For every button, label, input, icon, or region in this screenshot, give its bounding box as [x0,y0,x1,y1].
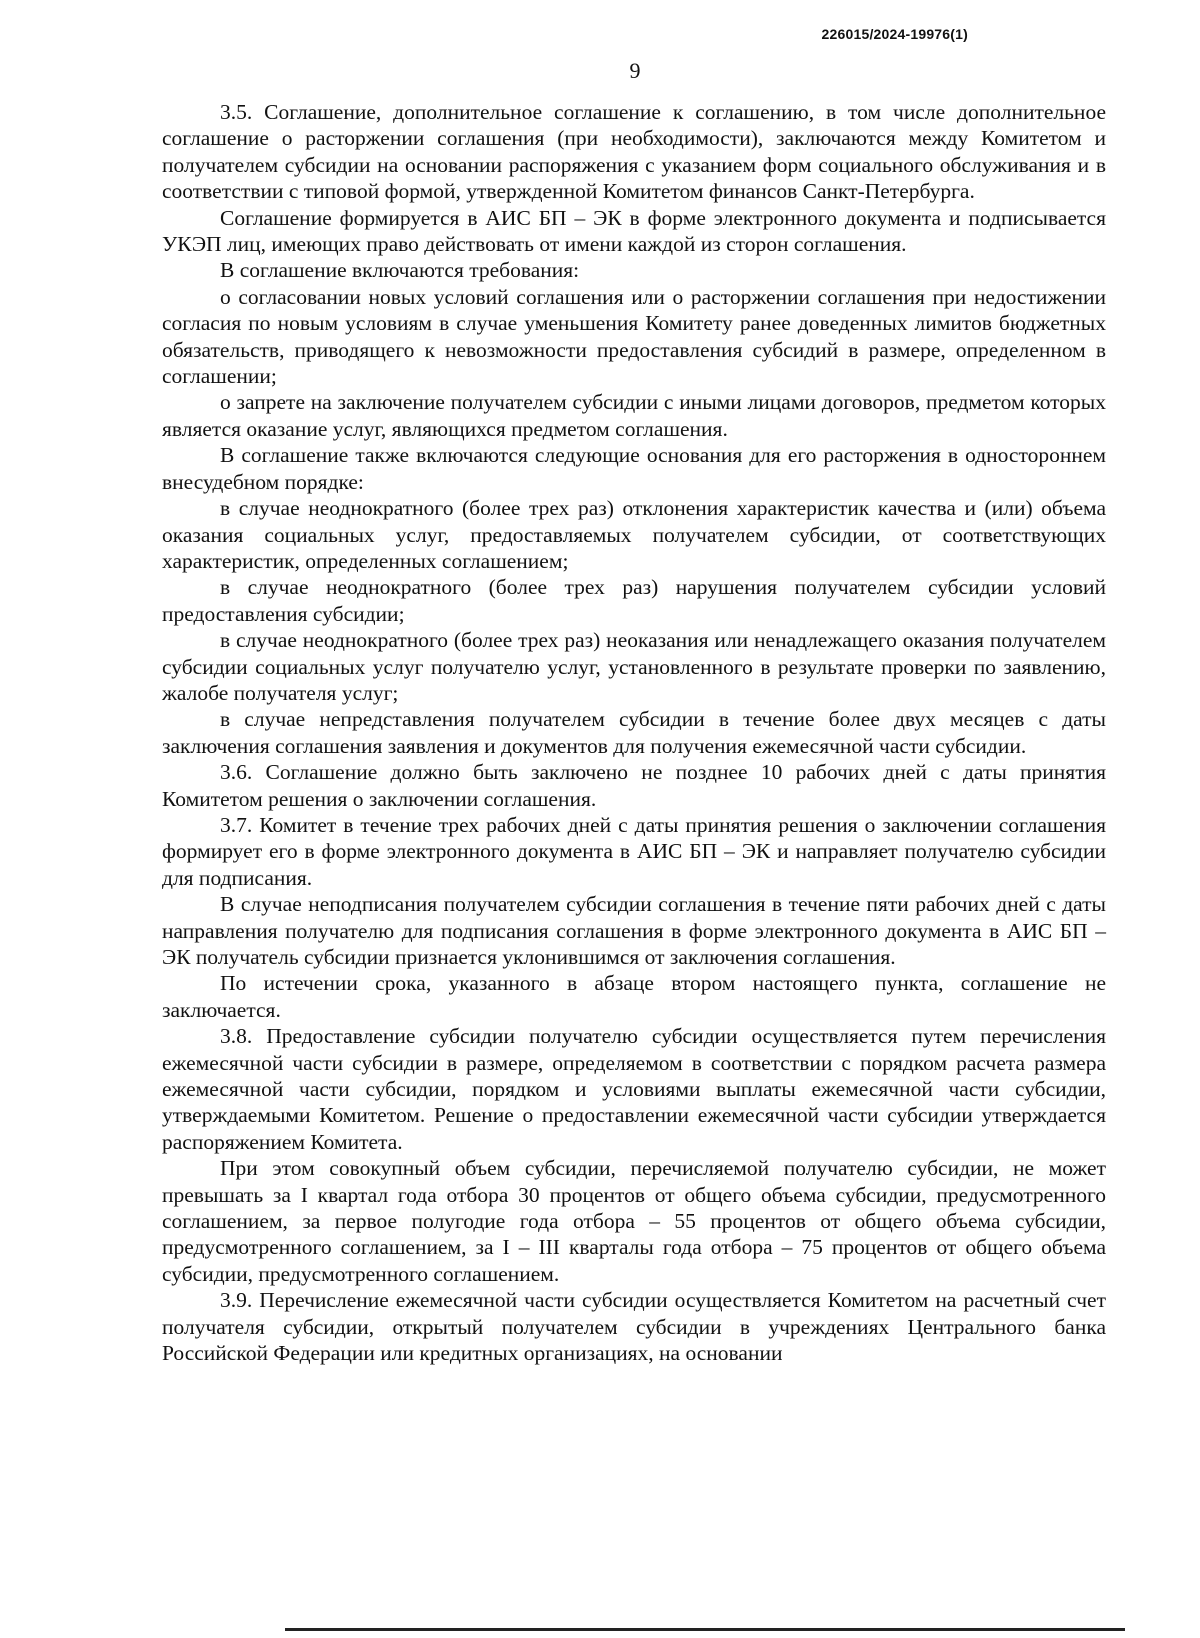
paragraph-termination-quality: в случае неоднократного (более трех раз) отклонения характеристик качества и (или) объема оказания социальных услуг, предоставляемых получателем субсидии, от соответствующих характеристик, определенных соглашением; [162,496,1106,573]
paragraph-termination-documents: в случае непредставления получателем субсидии в течение более двух месяцев с даты заключения соглашения заявления и документов для получения ежемесячной части субсидии. [162,707,1106,758]
paragraph-3-6: 3.6. Соглашение должно быть заключено не позднее 10 рабочих дней с даты принятия Комитетом решения о заключении соглашения. [162,760,1106,811]
paragraph-termination-conditions: в случае неоднократного (более трех раз) нарушения получателем субсидии условий предоставления субсидии; [162,575,1106,626]
paragraph-limits: При этом совокупный объем субсидии, перечисляемой получателю субсидии, не может превышать за I квартал года отбора 30 процентов от общего объема субсидии, предусмотренного соглашением, за первое полугодие года отбора – 55 процентов от общего объема субсидии, предусмотренного соглашением, за I – III кварталы года отбора – 75 процентов от общего объема субсидии, предусмотренного соглашением. [162,1156,1106,1286]
paragraph-requirement-prohibition: о запрете на заключение получателем субсидии с иными лицами договоров, предметом которых является оказание услуг, являющихся предметом соглашения. [162,390,1106,441]
document-body [162,99,1106,1367]
paragraph-termination-services: в случае неоднократного (более трех раз) неоказания или ненадлежащего оказания получателем субсидии социальных услуг получателю услуг, установленного в результате проверки по заявлению, жалобе получателя услуг; [162,628,1106,705]
paragraph-non-signing: В случае неподписания получателем субсидии соглашения в течение пяти рабочих дней с даты направления получателю для подписания соглашения в форме электронного документа в АИС БП – ЭК получатель субсидии признается уклонившимся от заключения соглашения. [162,892,1106,969]
paragraph-requirements-intro: В соглашение включаются требования: [220,258,580,283]
paragraph-requirement-new-terms: о согласовании новых условий соглашения или о расторжении соглашения при недостижении согласия по новым условиям в случае уменьшения Комитету ранее доведенных лимитов бюджетных обязательств, приводящего к невозможности предоставления субсидий в размере, определенном в соглашении; [162,284,1106,389]
document-registration-number: 226015/2024-19976(1) [821,26,968,42]
paragraph-3-8: 3.8. Предоставление субсидии получателю субсидии осуществляется путем перечисления ежемесячной части субсидии в размере, определяемом в соответствии с порядком расчета размера ежемесячной части субсидии, порядком и условиями выплаты ежемесячной части субсидии, утверждаемыми Комитетом. Решение о предоставлении ежемесячной части субсидии утверждается распоряжением Комитета. [162,1024,1106,1154]
page-number: 9 [629,58,641,83]
paragraph-3-7: 3.7. Комитет в течение трех рабочих дней с даты принятия решения о заключении соглашения формирует его в форме электронного документа в АИС БП – ЭК и направляет получателю субсидии для подписания. [162,812,1106,890]
paragraph-agreement-formation: Соглашение формируется в АИС БП – ЭК в форме электронного документа и подписывается УКЭП лиц, имеющих право действовать от имени каждой из сторон соглашения. [162,205,1106,257]
paragraph-3-9: 3.9. Перечисление ежемесячной части субсидии осуществляется Комитетом на расчетный счет получателя субсидии, открытый получателем субсидии в учреждениях Центрального банка Российской Федерации или кредитных организациях, на основании [162,1288,1106,1366]
paragraph-termination-intro: В соглашение также включаются следующие основания для его расторжения в одностороннем внесудебном порядке: [162,443,1106,494]
paragraph-3-5: 3.5. Соглашение, дополнительное соглашение к соглашению, в том числе дополнительное соглашение о расторжении соглашения (при необходимости), заключаются между Комитетом и получателем субсидии на основании распоряжения с указанием форм социального обслуживания и в соответствии с типовой формой, утвержденной Комитетом финансов Санкт-Петербурга. [162,100,1106,204]
paragraph-not-concluded: По истечении срока, указанного в абзаце втором настоящего пункта, соглашение не заключается. [162,971,1106,1022]
scan-bottom-edge-line [285,1628,1125,1631]
